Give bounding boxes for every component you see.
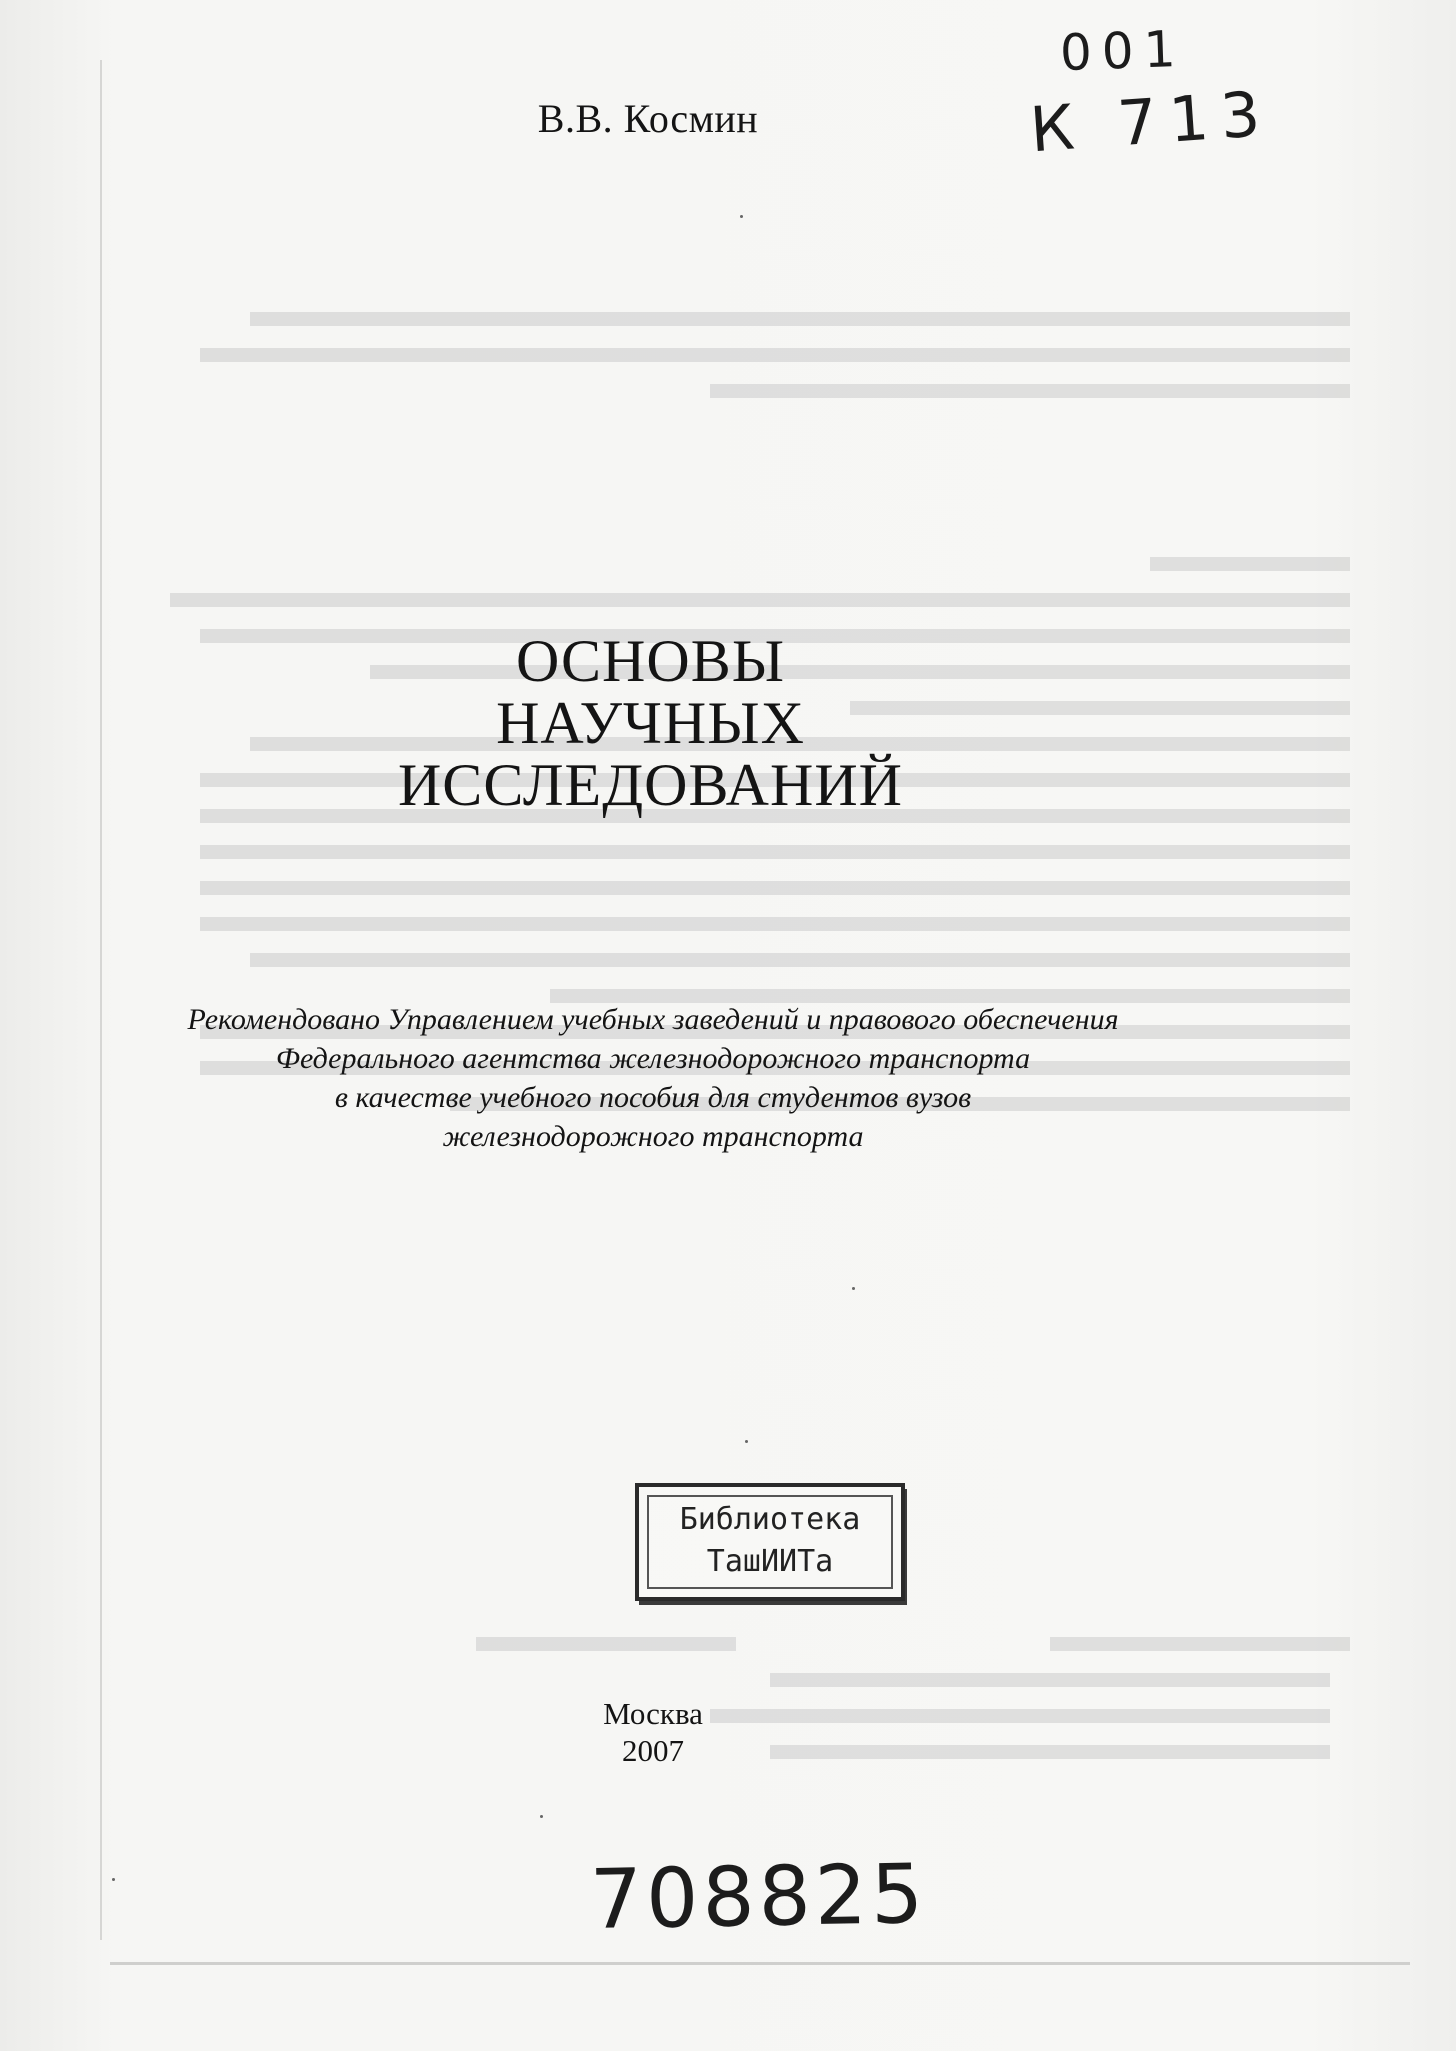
bleed-through-block-top (120, 300, 1350, 408)
handwritten-shelf-mark: К 713 (1027, 76, 1275, 167)
title-line: ОСНОВЫ (515, 628, 786, 694)
scan-speck (745, 1440, 748, 1443)
scan-speck (112, 1878, 115, 1881)
recommendation-note (0, 1000, 1456, 1156)
scan-speck (740, 215, 743, 218)
library-stamp (635, 1483, 905, 1601)
title-line: ИССЛЕДОВАНИЙ (397, 752, 904, 818)
author-name: В.В. Космин (537, 96, 759, 141)
stamp-line: Библиотека (679, 1502, 861, 1537)
recommendation-line: железнодорожного транспорта (442, 1120, 864, 1153)
recommendation-line: Федерального агентства железнодорожного транспорта (275, 1042, 1031, 1075)
publication-year: 2007 (622, 1733, 684, 1768)
publication-city: Москва (603, 1696, 703, 1731)
handwritten-inventory-number: 708825 (589, 1847, 928, 1948)
stamp-line: ТашИИТа (706, 1544, 834, 1579)
book-title (0, 630, 1456, 816)
handwritten-classification-code: 001 (1059, 19, 1187, 83)
page-bottom-edge (110, 1962, 1410, 1965)
scan-speck (852, 1287, 855, 1290)
title-line: НАУЧНЫХ (496, 690, 805, 756)
publication-place-year (0, 1695, 1456, 1769)
scan-speck (540, 1815, 543, 1818)
recommendation-line: в качестве учебного пособия для студентов вузов (334, 1081, 972, 1114)
recommendation-line: Рекомендовано Управлением учебных заведений и правового обеспечения (187, 1003, 1119, 1036)
